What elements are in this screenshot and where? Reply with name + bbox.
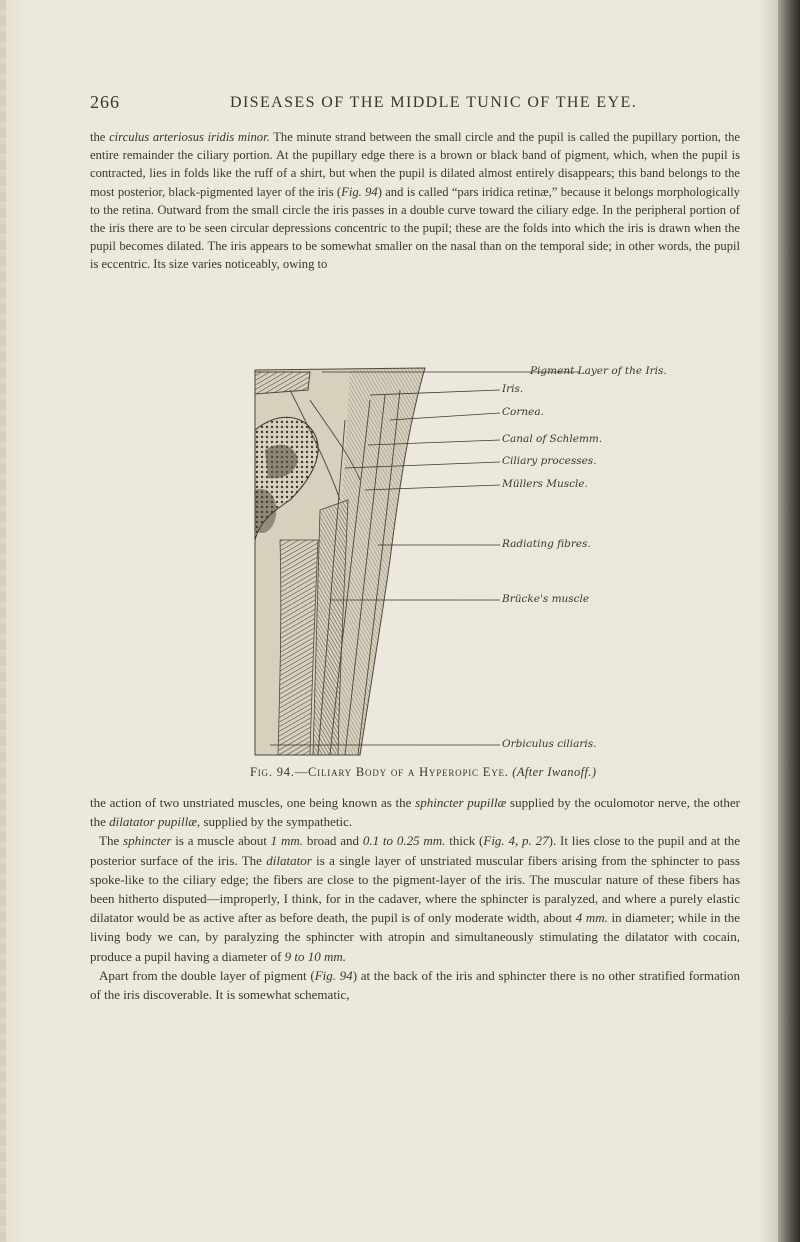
paragraph-top: the circulus arteriosus iridis minor. The minute strand between the small circle and the pupil is called the pupillary portion, the entire remainder the ciliary portion. At the pupillary edge there is a brown or black band of pigment, which, when the pupil is contracted, lies in folds like the ruff of a shirt, but when the pupil is dilated almost entirely disappears; this band belongs to the most posterior, black-pigmented layer of the iris (Fig. 94) and is called “pars iridica retinæ,” because it belongs morphologically to the retina. Outward from the small circle the iris passes in a double curve toward the ciliary edge. In the peripheral portion of the iris there are to be seen circular depressions concentric to the pupil; these are the folds into which the iris is drawn when the pupil becomes dilated. The iris appears to be somewhat smaller on the nasal than on the temporal side; in other words, the pupil is eccentric. Its size varies noticeably, owing to	[90, 130, 740, 272]
label-pigment-layer: Pigment Layer of the Iris.	[530, 365, 667, 377]
label-orbiculus-ciliaris: Orbiculus ciliaris.	[502, 738, 597, 750]
figure-ciliary-body	[250, 360, 730, 760]
label-radiating-fibres: Radiating fibres.	[502, 538, 591, 550]
page-binding-shadow	[778, 0, 800, 1242]
label-canal-schlemm: Canal of Schlemm.	[502, 433, 603, 445]
figure-caption	[250, 765, 730, 780]
label-bruckes-muscle: Brücke's muscle	[502, 593, 590, 605]
label-mullers-muscle: Müllers Muscle.	[502, 478, 588, 490]
page-number: 266	[90, 92, 120, 112]
page-left-edge	[0, 0, 6, 1242]
label-ciliary-processes: Ciliary processes.	[502, 455, 597, 467]
ciliary-body-illustration	[250, 360, 730, 760]
paragraph-bottom: the action of two unstriated muscles, one being known as the sphincter pupillæ supplied by the oculomotor nerve, the other the dilatator pupillæ, supplied by the sympathetic. The sphincter is a muscle about 1 mm. broad and 0.1 to 0.25 mm. thick (Fig. 4, p. 27). It lies close to the pupil and at the posterior surface of the iris. The dilatator is a single layer of unstriated muscular fibers arising from the sphincter to pass spoke-like to the ciliary edge; the fibers are close to the pigment-layer of the iris. The muscular nature of these fibers has been hitherto disputed—improperly, I think, for in the cadaver, where the sphincter is paralyzed, and where a purely elastic dilatator would be as active after as before death, the pupil is of only moderate width, about 4 mm. in diameter; while in the living body we can, by paralyzing the sphincter with atropin and simultaneously stimulating the dilatator with cocain, produce a pupil having a diameter of 9 to 10 mm. Apart from the double layer of pigment (Fig. 94) at the back of the iris and sphincter there is no other stratified formation of the iris discoverable. It is somewhat schematic,	[90, 795, 741, 1003]
caption-fig-number: Fig. 94.	[250, 765, 295, 779]
fig-ref: Fig. 94	[341, 184, 378, 199]
running-title: DISEASES OF THE MIDDLE TUNIC OF THE EYE.	[230, 94, 638, 111]
caption-title: —Ciliary Body of a Hyperopic Eye.	[294, 765, 509, 779]
page-header	[90, 92, 730, 116]
caption-credit: (After Iwanoff.)	[512, 765, 597, 779]
term-circulus: circulus arteriosus iridis minor.	[109, 130, 270, 144]
label-iris: Iris.	[502, 383, 524, 395]
label-cornea: Cornea.	[502, 406, 544, 418]
